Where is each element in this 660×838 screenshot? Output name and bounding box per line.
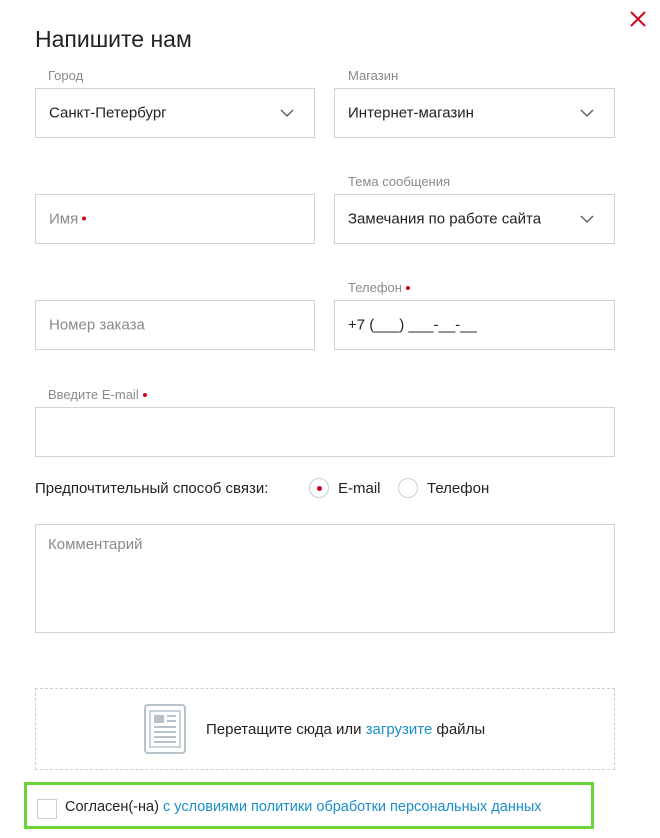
- chevron-down-icon: [280, 109, 294, 117]
- consent-text: [65, 799, 542, 815]
- city-label: Город: [48, 68, 84, 83]
- email-label-text: Введите E-mail: [48, 387, 139, 402]
- radio-phone-label[interactable]: Телефон: [427, 480, 490, 497]
- radio-phone[interactable]: [398, 478, 418, 498]
- phone-value: +7 (___) ___-__-__: [348, 316, 477, 334]
- required-marker: [82, 217, 86, 221]
- city-select[interactable]: [35, 88, 315, 138]
- phone-label: [348, 280, 410, 295]
- upload-text-after: файлы: [436, 721, 486, 738]
- city-value: Санкт-Петербург: [49, 104, 167, 122]
- email-field[interactable]: [35, 407, 615, 457]
- chevron-down-icon: [580, 109, 594, 117]
- shop-value: Интернет-магазин: [348, 104, 474, 122]
- order-number-field[interactable]: [35, 300, 315, 350]
- name-placeholder: Имя: [49, 210, 79, 228]
- email-label: [48, 387, 147, 402]
- contact-pref-label: Предпочтительный способ связи:: [35, 480, 269, 497]
- consent-row: [24, 782, 594, 829]
- upload-link[interactable]: загрузите: [365, 721, 433, 738]
- chevron-down-icon: [580, 215, 594, 223]
- dialog-title: Напишите нам: [35, 26, 192, 52]
- name-field[interactable]: [35, 194, 315, 244]
- close-icon[interactable]: [627, 8, 649, 30]
- file-drop-zone[interactable]: [35, 688, 615, 770]
- shop-label: Магазин: [348, 68, 399, 83]
- upload-text: [206, 721, 485, 738]
- shop-select[interactable]: [334, 88, 615, 138]
- radio-selected-dot: [317, 486, 322, 491]
- document-icon: [144, 704, 186, 754]
- required-marker: [406, 286, 410, 290]
- consent-checkbox[interactable]: [37, 799, 57, 819]
- phone-field[interactable]: [334, 300, 615, 350]
- radio-email[interactable]: [309, 478, 329, 498]
- upload-text-before: Перетащите сюда или: [206, 721, 362, 738]
- topic-select[interactable]: [334, 194, 615, 244]
- privacy-policy-link[interactable]: с условиями политики обработки персональных данных: [162, 799, 542, 815]
- required-marker: [143, 393, 147, 397]
- comment-field[interactable]: [35, 524, 615, 633]
- order-placeholder: Номер заказа: [49, 316, 145, 334]
- phone-label-text: Телефон: [348, 280, 402, 295]
- topic-value: Замечания по работе сайта: [348, 210, 542, 228]
- comment-placeholder: Комментарий: [48, 536, 143, 553]
- consent-text-label: Согласен(-на): [65, 799, 159, 815]
- radio-email-label[interactable]: E-mail: [338, 480, 381, 497]
- topic-label: Тема сообщения: [348, 174, 451, 189]
